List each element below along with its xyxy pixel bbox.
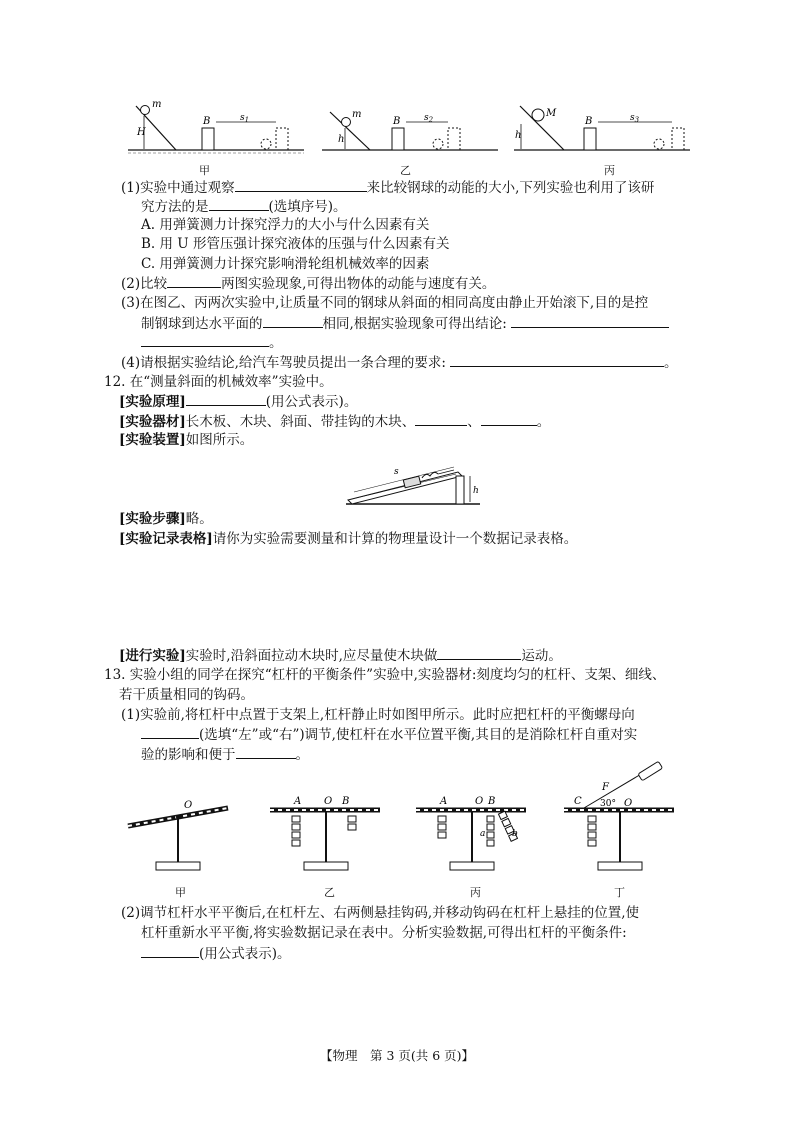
answer-blank[interactable]	[415, 412, 467, 426]
caption-lever-yi: 乙	[324, 886, 335, 899]
svg-text:B: B	[488, 796, 496, 807]
svg-text:B: B	[203, 116, 211, 127]
svg-text:M: M	[546, 108, 557, 119]
figure-lever-ding	[560, 760, 680, 874]
q13-part2-line2: 杠杆重新水平平衡,将实验数据记录在表中。分析实验数据,可得出杠杆的平衡条件:	[141, 925, 627, 941]
q11-option-c: C. 用弹簧测力计探究影响滑轮组机械效率的因素	[141, 256, 430, 272]
q12-steps: [实验步骤]略。	[119, 511, 213, 527]
figure-lever-yi	[266, 794, 384, 874]
q13-part2-line1: (2)调节杠杆水平平衡后,在杠杆左、右两侧悬挂钩码,并移动钩码在杠杆上悬挂的位置,使	[121, 905, 639, 921]
svg-text:H: H	[137, 127, 146, 138]
caption-jia: 甲	[199, 164, 210, 177]
answer-blank[interactable]	[235, 178, 367, 192]
caption-lever-ding: 丁	[614, 886, 625, 899]
figure-lever-jia	[122, 794, 234, 874]
svg-text:O: O	[324, 796, 333, 807]
answer-blank[interactable]	[236, 745, 296, 759]
svg-text:O: O	[475, 796, 484, 807]
svg-text:s3: $s_3$	[630, 113, 640, 124]
svg-text:O: O	[184, 800, 193, 811]
label-m: m	[152, 99, 162, 110]
svg-text:B: B	[585, 116, 593, 127]
answer-blank[interactable]	[141, 944, 199, 958]
q12-table: [实验记录表格]请你为实验需要测量和计算的物理量设计一个数据记录表格。	[119, 531, 578, 547]
q13-line2: 若干质量相同的钩码。	[119, 687, 254, 703]
q11-part2: (2)比较 两图实验现象,可得出物体的动能与速度有关。	[121, 276, 496, 292]
svg-text:b: b	[512, 829, 518, 839]
q11-option-b: B. 用 U 形管压强计探究液体的压强与什么因素有关	[141, 236, 450, 252]
caption-lever-jia: 甲	[175, 886, 186, 899]
answer-blank[interactable]	[167, 274, 221, 288]
svg-text:F: F	[602, 782, 609, 793]
answer-blank[interactable]	[511, 314, 669, 328]
svg-text:m: m	[352, 109, 362, 120]
svg-text:h: h	[515, 130, 522, 141]
answer-blank[interactable]	[437, 646, 521, 660]
figure-incline	[344, 458, 484, 508]
svg-text:s2: $s_2$	[424, 113, 434, 124]
svg-text:h: h	[338, 134, 345, 145]
answer-blank[interactable]	[141, 333, 269, 347]
svg-text:B: B	[342, 796, 350, 807]
svg-text:B: B	[393, 116, 401, 127]
q12-materials: [实验器材]长木板、木块、斜面、带挂钩的木块、 、 。	[119, 414, 551, 430]
q11-part3-line1: (3)在图乙、丙两次实验中,让质量不同的钢球从斜面的相同高度由静止开始滚下,目的是控	[121, 295, 649, 311]
svg-text:30°: 30°	[600, 799, 616, 809]
q13-part2-line3: (用公式表示)。	[141, 944, 291, 963]
caption-bing: 丙	[604, 164, 615, 177]
figure-kinetic-energy-bing	[512, 98, 692, 158]
q11-part4: (4)请根据实验结论,给汽车驾驶员提出一条合理的要求: 。	[121, 355, 678, 371]
svg-text:O: O	[624, 798, 633, 809]
caption-yi: 乙	[400, 164, 411, 177]
svg-text:a: a	[480, 829, 486, 839]
q13-line1: 13. 实验小组的同学在探究“杠杆的平衡条件”实验中,实验器材:刻度均匀的杠杆、支架、细线、	[104, 667, 666, 683]
q11-part3-line2: 制钢球到达水平面的 相同,根据实验现象可得出结论:	[141, 314, 669, 333]
q13-part1-line3: 验的影响和便于 。	[141, 747, 309, 763]
q11-option-a: A. 用弹簧测力计探究浮力的大小与什么因素有关	[141, 217, 430, 233]
q13-part1-line2: (选填“左”或“右”)调节,使杠杆在水平位置平衡,其目的是消除杠杆自重对实	[141, 725, 637, 744]
caption-lever-bing: 丙	[470, 886, 481, 899]
q12-conduct: [进行实验]实验时,沿斜面拉动木块时,应尽量使木块做 运动。	[119, 648, 562, 664]
svg-text:s1: $s_1$	[240, 113, 250, 124]
q11-part1-line1: (1)实验中通过观察 来比较钢球的动能的大小,下列实验也利用了该研	[121, 180, 655, 196]
svg-text:C: C	[574, 796, 582, 807]
svg-text:s: s	[394, 467, 399, 477]
figure-kinetic-energy-jia	[126, 98, 306, 158]
answer-blank[interactable]	[481, 412, 537, 426]
figure-kinetic-energy-yi	[320, 98, 500, 158]
svg-text:A: A	[440, 796, 448, 807]
answer-blank[interactable]	[186, 392, 266, 406]
q12-device: [实验装置]如图所示。	[119, 432, 254, 448]
answer-blank[interactable]	[209, 197, 269, 211]
q13-part1-line1: (1)实验前,将杠杆中点置于支架上,杠杆静止时如图甲所示。此时应把杠杆的平衡螺母向	[121, 707, 635, 723]
svg-text:A: A	[294, 796, 302, 807]
answer-blank[interactable]	[450, 353, 664, 367]
q11-part3-line3: 。	[141, 333, 283, 352]
page-footer: 【物理 第 3 页(共 6 页)】	[319, 1048, 475, 1063]
q12-title: 12. 在“测量斜面的机械效率”实验中。	[104, 374, 333, 390]
answer-blank[interactable]	[263, 314, 323, 328]
svg-text:h: h	[473, 486, 479, 496]
answer-blank[interactable]	[141, 725, 199, 739]
figure-lever-bing	[412, 794, 530, 874]
q11-part1-line2: 究方法的是 (选填序号)。	[141, 199, 347, 215]
q12-principle: [实验原理] (用公式表示)。	[119, 394, 358, 410]
